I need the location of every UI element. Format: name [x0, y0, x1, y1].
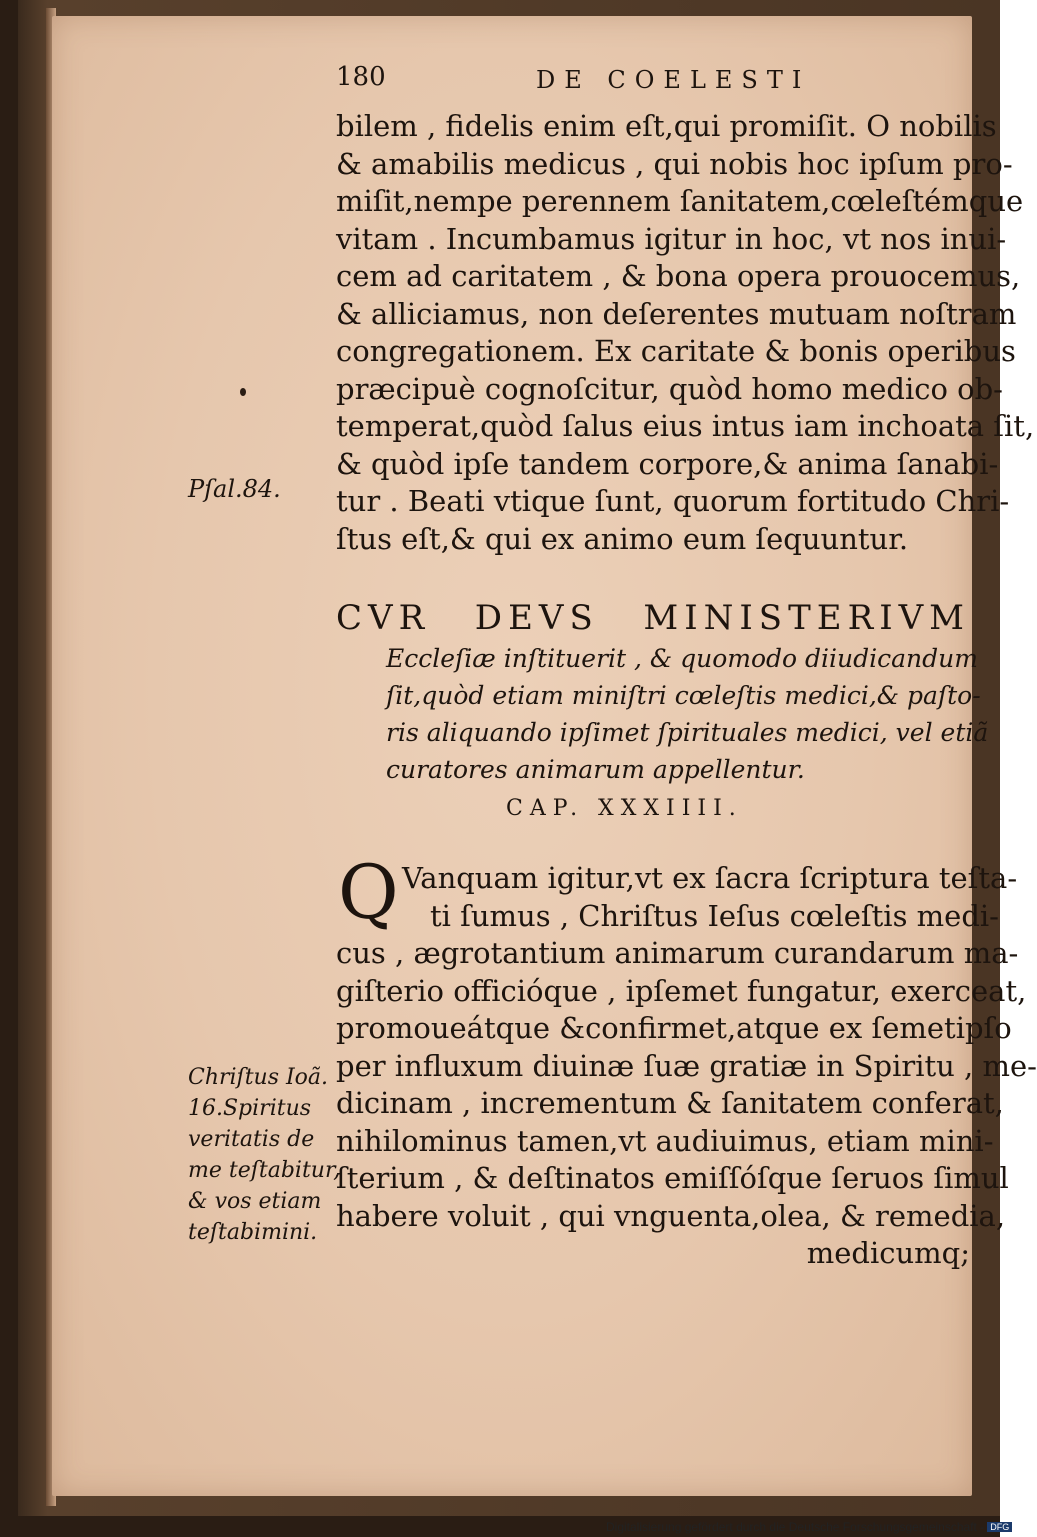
- body-line: & quòd ipſe tandem corpore,& anima ſanabi-: [336, 446, 999, 481]
- margin-note-line: me teſtabitur,: [188, 1158, 341, 1183]
- body-line: giſterio officióque , ipſemet fungatur, exerceat,: [336, 973, 1027, 1008]
- body-line: medicumq;: [806, 1236, 970, 1270]
- body-line: ſtus eſt,& qui ex animo eum ſequuntur.: [336, 521, 909, 556]
- ink-dot: [240, 388, 246, 396]
- body-line: cem ad caritatem , & bona opera prouocemus,: [336, 259, 1021, 293]
- body-line: congregationem. Ex caritate & bonis operibus: [336, 334, 1016, 368]
- body-line: dicinam , incrementum & ſanitatem conferat,: [336, 1086, 1004, 1120]
- body-line: nihilominus tamen,vt audiuimus, etiam mini-: [336, 1123, 994, 1158]
- body-line: miſit,nempe perennem ſanitatem,cœleſtémque: [336, 184, 1024, 218]
- margin-note-line: veritatis de: [188, 1127, 315, 1152]
- body-line: tur . Beati vtique ſunt, quorum fortitudo Chri-: [336, 484, 1010, 518]
- body-text-bottom: [336, 850, 1037, 1273]
- chapter-heading: CVR DEVS MINISTERIVM: [336, 598, 970, 638]
- running-title: DE COELESTI: [536, 66, 811, 94]
- subheading-line: ris aliquando ipſimet ſpirituales medici, vel etiã: [386, 718, 989, 747]
- margin-note-line: Chriſtus Ioã.: [188, 1065, 329, 1090]
- dfg-logo: DFG: [987, 1522, 1012, 1532]
- chapter-number: CAP. XXXIIII.: [506, 796, 743, 821]
- body-line: ti ſumus , Chriſtus Ieſus cœleſtis medi-: [430, 898, 999, 933]
- margin-note-line: teſtabimini.: [188, 1220, 318, 1245]
- drop-cap-initial: Q: [338, 850, 399, 936]
- body-line: promoueátque &confirmet,atque ex ſemetipſo: [336, 1011, 1012, 1045]
- subheading-line: curatores animarum appellentur.: [386, 755, 805, 784]
- body-line: per influxum diuinæ ſuæ gratiæ in Spiritu , me-: [336, 1048, 1037, 1083]
- body-line: Vanquam igitur,vt ex ſacra ſcriptura teſta-: [402, 861, 1018, 895]
- body-line: & amabilis medicus , qui nobis hoc ipſum pro-: [336, 146, 1013, 181]
- subheading-line: Eccleſiæ inſtituerit , & quomodo diiudicandum: [386, 644, 978, 673]
- credit-text: Digitalisierung gefördert durch die Deutsche Forschungsgemeinschaft -: [606, 1520, 985, 1534]
- body-line: & alliciamus, non deſerentes mutuam noſtram: [336, 296, 1017, 331]
- body-text-top: [336, 108, 1035, 558]
- body-line: temperat,quòd ſalus eius intus iam inchoata ſit,: [336, 409, 1035, 443]
- body-line: habere voluit , qui vnguenta,olea, & remedia,: [336, 1198, 1006, 1233]
- body-line: ſterium , & deſtinatos emiſſóſque ſeruos ſimul: [336, 1161, 1009, 1195]
- margin-note-line: & vos etiam: [188, 1189, 322, 1214]
- chapter-subheading: [386, 640, 989, 788]
- body-line: præcipuè cognoſcitur, quòd homo medico ob-: [336, 371, 1003, 406]
- digitization-credit: [606, 1520, 1012, 1534]
- margin-note-psalm: Pſal.84.: [188, 475, 281, 503]
- body-line: bilem , fidelis enim eſt,qui promiſit. O nobilis: [336, 109, 997, 143]
- subheading-line: ſit,quòd etiam miniſtri cœleſtis medici,& paſto-: [386, 681, 981, 710]
- margin-note-christus: [188, 1062, 340, 1248]
- page-number: 180: [336, 62, 386, 92]
- body-line: cus , ægrotantium animarum curandarum ma-: [336, 936, 1019, 970]
- margin-note-line: 16.Spiritus: [188, 1096, 312, 1121]
- body-line: vitam . Incumbamus igitur in hoc, vt nos inui-: [336, 221, 1007, 256]
